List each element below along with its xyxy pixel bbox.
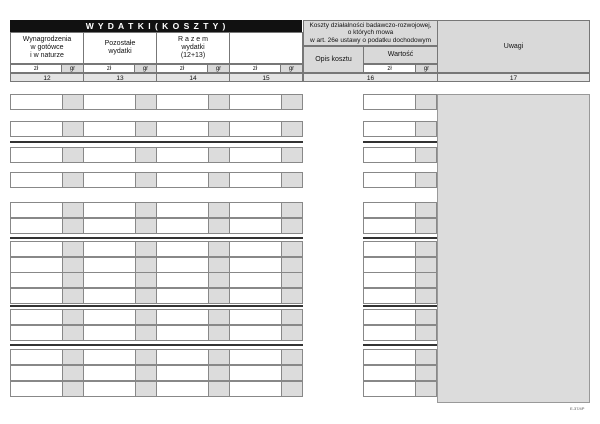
grosze-input[interactable] bbox=[415, 147, 437, 163]
grosze-input[interactable] bbox=[281, 349, 303, 365]
column-header-blank bbox=[229, 32, 303, 64]
grosze-input[interactable] bbox=[62, 121, 84, 137]
zloty-input[interactable] bbox=[156, 257, 209, 273]
section-divider bbox=[10, 344, 303, 346]
zloty-input[interactable] bbox=[83, 241, 136, 257]
grosze-input[interactable] bbox=[208, 94, 230, 110]
grosze-input[interactable] bbox=[208, 349, 230, 365]
column-number-14: 14 bbox=[156, 73, 230, 82]
unit-zl-12: zł bbox=[10, 64, 62, 73]
grosze-input[interactable] bbox=[62, 147, 84, 163]
column-number-13: 13 bbox=[83, 73, 157, 82]
zloty-input[interactable] bbox=[83, 325, 136, 341]
grosze-input[interactable] bbox=[62, 241, 84, 257]
remarks-area[interactable] bbox=[437, 94, 590, 403]
grosze-input[interactable] bbox=[281, 172, 303, 188]
grosze-input[interactable] bbox=[208, 381, 230, 397]
zloty-input[interactable] bbox=[229, 241, 282, 257]
zloty-input[interactable] bbox=[229, 147, 282, 163]
grosze-input[interactable] bbox=[208, 257, 230, 273]
zloty-input[interactable] bbox=[83, 94, 136, 110]
grosze-input[interactable] bbox=[415, 349, 437, 365]
column-number-16: 16 bbox=[303, 73, 438, 82]
grosze-input[interactable] bbox=[62, 257, 84, 273]
zloty-input[interactable] bbox=[229, 121, 282, 137]
grosze-input[interactable] bbox=[281, 309, 303, 325]
grosze-input[interactable] bbox=[62, 365, 84, 381]
column-number-12: 12 bbox=[10, 73, 84, 82]
research-costs-description-header: Opis kosztu bbox=[303, 46, 364, 73]
column-header-wages: Wynagrodzenia w gotówce i w naturze bbox=[10, 32, 84, 64]
grosze-input[interactable] bbox=[208, 272, 230, 288]
zloty-input[interactable] bbox=[156, 349, 209, 365]
zloty-input[interactable] bbox=[156, 202, 209, 218]
zloty-input[interactable] bbox=[10, 121, 63, 137]
grosze-input[interactable] bbox=[281, 381, 303, 397]
unit-gr-12: gr bbox=[61, 64, 84, 73]
grosze-input[interactable] bbox=[62, 349, 84, 365]
zloty-input[interactable] bbox=[363, 94, 416, 110]
zloty-input[interactable] bbox=[229, 202, 282, 218]
zloty-input[interactable] bbox=[229, 325, 282, 341]
column-number-15: 15 bbox=[229, 73, 303, 82]
zloty-input[interactable] bbox=[83, 288, 136, 304]
zloty-input[interactable] bbox=[10, 288, 63, 304]
zloty-input[interactable] bbox=[363, 309, 416, 325]
unit-zl-16: zł bbox=[363, 64, 416, 73]
zloty-input[interactable] bbox=[83, 309, 136, 325]
remarks-header: Uwagi bbox=[437, 20, 590, 73]
section-divider bbox=[10, 305, 303, 307]
zloty-input[interactable] bbox=[156, 288, 209, 304]
grosze-input[interactable] bbox=[415, 257, 437, 273]
zloty-input[interactable] bbox=[10, 257, 63, 273]
zloty-input[interactable] bbox=[229, 218, 282, 234]
grosze-input[interactable] bbox=[415, 309, 437, 325]
zloty-input[interactable] bbox=[83, 272, 136, 288]
grosze-input[interactable] bbox=[208, 325, 230, 341]
zloty-input[interactable] bbox=[83, 349, 136, 365]
zloty-input[interactable] bbox=[229, 272, 282, 288]
column-header-other-expenses: Pozostałe wydatki bbox=[83, 32, 157, 64]
zloty-input[interactable] bbox=[229, 309, 282, 325]
zloty-input[interactable] bbox=[363, 349, 416, 365]
zloty-input[interactable] bbox=[156, 121, 209, 137]
section-title-expenses: W Y D A T K I ( K O S Z T Y ) bbox=[10, 20, 302, 32]
grosze-input[interactable] bbox=[62, 272, 84, 288]
zloty-input[interactable] bbox=[363, 365, 416, 381]
zloty-input[interactable] bbox=[156, 365, 209, 381]
zloty-input[interactable] bbox=[156, 309, 209, 325]
grosze-input[interactable] bbox=[208, 172, 230, 188]
zloty-input[interactable] bbox=[10, 349, 63, 365]
zloty-input[interactable] bbox=[156, 94, 209, 110]
zloty-input[interactable] bbox=[10, 325, 63, 341]
grosze-input[interactable] bbox=[281, 365, 303, 381]
grosze-input[interactable] bbox=[281, 288, 303, 304]
zloty-input[interactable] bbox=[156, 218, 209, 234]
grosze-input[interactable] bbox=[62, 172, 84, 188]
zloty-input[interactable] bbox=[363, 202, 416, 218]
section-divider bbox=[363, 237, 437, 239]
zloty-input[interactable] bbox=[156, 272, 209, 288]
grosze-input[interactable] bbox=[135, 147, 157, 163]
grosze-input[interactable] bbox=[208, 218, 230, 234]
zloty-input[interactable] bbox=[83, 257, 136, 273]
unit-zl-15: zł bbox=[229, 64, 281, 73]
grosze-input[interactable] bbox=[62, 202, 84, 218]
unit-gr-16: gr bbox=[415, 64, 438, 73]
section-divider bbox=[363, 305, 437, 307]
grosze-input[interactable] bbox=[281, 218, 303, 234]
zloty-input[interactable] bbox=[10, 218, 63, 234]
research-costs-value-header: Wartość bbox=[363, 46, 438, 64]
zloty-input[interactable] bbox=[363, 241, 416, 257]
zloty-input[interactable] bbox=[10, 272, 63, 288]
grosze-input[interactable] bbox=[135, 172, 157, 188]
grosze-input[interactable] bbox=[208, 241, 230, 257]
zloty-input[interactable] bbox=[10, 147, 63, 163]
grosze-input[interactable] bbox=[135, 241, 157, 257]
grosze-input[interactable] bbox=[208, 309, 230, 325]
grosze-input[interactable] bbox=[415, 218, 437, 234]
grosze-input[interactable] bbox=[281, 257, 303, 273]
zloty-input[interactable] bbox=[156, 381, 209, 397]
zloty-input[interactable] bbox=[83, 172, 136, 188]
unit-zl-14: zł bbox=[156, 64, 208, 73]
grosze-input[interactable] bbox=[208, 147, 230, 163]
form-code: E-37/4P bbox=[570, 406, 585, 411]
grosze-input[interactable] bbox=[135, 218, 157, 234]
section-divider bbox=[10, 141, 303, 143]
grosze-input[interactable] bbox=[135, 272, 157, 288]
grosze-input[interactable] bbox=[135, 288, 157, 304]
zloty-input[interactable] bbox=[83, 365, 136, 381]
grosze-input[interactable] bbox=[135, 94, 157, 110]
zloty-input[interactable] bbox=[363, 288, 416, 304]
zloty-input[interactable] bbox=[83, 202, 136, 218]
zloty-input[interactable] bbox=[83, 218, 136, 234]
unit-gr-14: gr bbox=[207, 64, 230, 73]
unit-gr-13: gr bbox=[134, 64, 157, 73]
grosze-input[interactable] bbox=[415, 94, 437, 110]
grosze-input[interactable] bbox=[135, 365, 157, 381]
grosze-input[interactable] bbox=[135, 257, 157, 273]
grosze-input[interactable] bbox=[62, 325, 84, 341]
zloty-input[interactable] bbox=[156, 147, 209, 163]
zloty-input[interactable] bbox=[363, 172, 416, 188]
zloty-input[interactable] bbox=[229, 94, 282, 110]
unit-gr-15: gr bbox=[280, 64, 303, 73]
column-header-total-expenses: R a z e m wydatki (12+13) bbox=[156, 32, 230, 64]
grosze-input[interactable] bbox=[62, 94, 84, 110]
grosze-input[interactable] bbox=[135, 121, 157, 137]
grosze-input[interactable] bbox=[135, 349, 157, 365]
zloty-input[interactable] bbox=[229, 172, 282, 188]
grosze-input[interactable] bbox=[415, 381, 437, 397]
grosze-input[interactable] bbox=[135, 325, 157, 341]
research-costs-title: Koszty działalności badawczo-rozwojowej, o których mowa w art. 26e ustawy o podatku dochodowym bbox=[303, 20, 438, 46]
zloty-input[interactable] bbox=[229, 365, 282, 381]
zloty-input[interactable] bbox=[363, 272, 416, 288]
zloty-input[interactable] bbox=[10, 309, 63, 325]
grosze-input[interactable] bbox=[415, 272, 437, 288]
zloty-input[interactable] bbox=[156, 325, 209, 341]
zloty-input[interactable] bbox=[363, 147, 416, 163]
zloty-input[interactable] bbox=[363, 257, 416, 273]
zloty-input[interactable] bbox=[156, 241, 209, 257]
zloty-input[interactable] bbox=[229, 257, 282, 273]
zloty-input[interactable] bbox=[229, 381, 282, 397]
grosze-input[interactable] bbox=[208, 121, 230, 137]
zloty-input[interactable] bbox=[10, 202, 63, 218]
grosze-input[interactable] bbox=[281, 272, 303, 288]
zloty-input[interactable] bbox=[10, 94, 63, 110]
grosze-input[interactable] bbox=[62, 218, 84, 234]
grosze-input[interactable] bbox=[415, 288, 437, 304]
zloty-input[interactable] bbox=[363, 121, 416, 137]
grosze-input[interactable] bbox=[281, 202, 303, 218]
grosze-input[interactable] bbox=[135, 381, 157, 397]
grosze-input[interactable] bbox=[135, 202, 157, 218]
section-divider bbox=[363, 344, 437, 346]
grosze-input[interactable] bbox=[135, 309, 157, 325]
grosze-input[interactable] bbox=[415, 365, 437, 381]
grosze-input[interactable] bbox=[415, 202, 437, 218]
zloty-input[interactable] bbox=[363, 325, 416, 341]
grosze-input[interactable] bbox=[415, 172, 437, 188]
grosze-input[interactable] bbox=[208, 288, 230, 304]
grosze-input[interactable] bbox=[281, 94, 303, 110]
grosze-input[interactable] bbox=[415, 325, 437, 341]
grosze-input[interactable] bbox=[208, 365, 230, 381]
zloty-input[interactable] bbox=[83, 121, 136, 137]
zloty-input[interactable] bbox=[10, 365, 63, 381]
column-number-17: 17 bbox=[437, 73, 590, 82]
section-divider bbox=[363, 141, 437, 143]
grosze-input[interactable] bbox=[62, 309, 84, 325]
zloty-input[interactable] bbox=[156, 172, 209, 188]
zloty-input[interactable] bbox=[363, 381, 416, 397]
zloty-input[interactable] bbox=[83, 147, 136, 163]
grosze-input[interactable] bbox=[415, 241, 437, 257]
grosze-input[interactable] bbox=[281, 121, 303, 137]
grosze-input[interactable] bbox=[281, 325, 303, 341]
grosze-input[interactable] bbox=[62, 381, 84, 397]
zloty-input[interactable] bbox=[363, 218, 416, 234]
zloty-input[interactable] bbox=[229, 288, 282, 304]
grosze-input[interactable] bbox=[62, 288, 84, 304]
zloty-input[interactable] bbox=[229, 349, 282, 365]
zloty-input[interactable] bbox=[83, 381, 136, 397]
zloty-input[interactable] bbox=[10, 172, 63, 188]
unit-zl-13: zł bbox=[83, 64, 135, 73]
grosze-input[interactable] bbox=[281, 241, 303, 257]
grosze-input[interactable] bbox=[415, 121, 437, 137]
grosze-input[interactable] bbox=[281, 147, 303, 163]
section-divider bbox=[10, 237, 303, 239]
zloty-input[interactable] bbox=[10, 241, 63, 257]
grosze-input[interactable] bbox=[208, 202, 230, 218]
zloty-input[interactable] bbox=[10, 381, 63, 397]
